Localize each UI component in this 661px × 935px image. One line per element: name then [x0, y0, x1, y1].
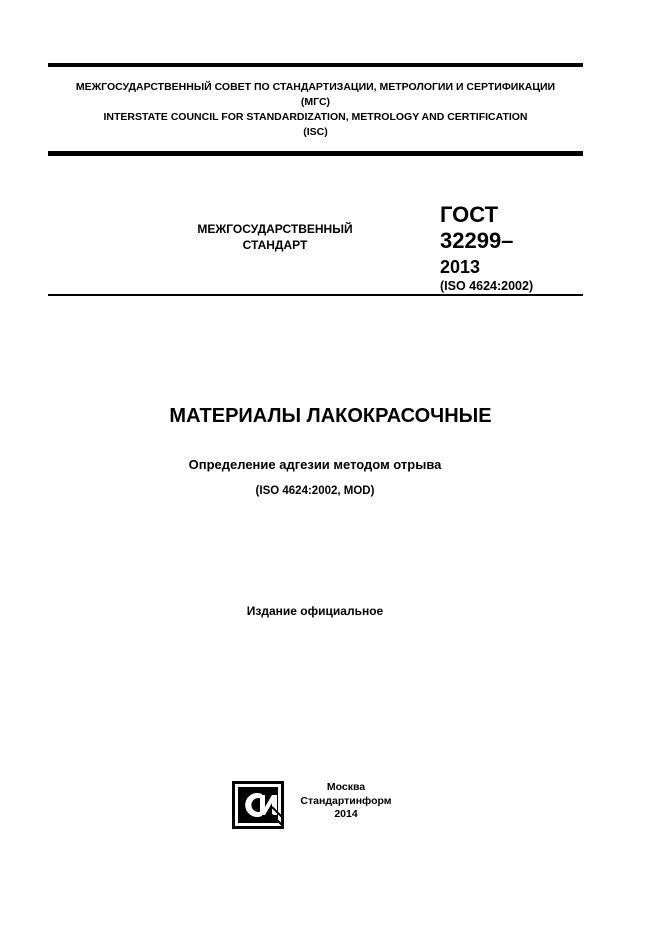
publisher-info [296, 781, 396, 822]
document-title: МАТЕРИАЛЫ ЛАКОКРАСОЧНЫЕ [169, 405, 492, 427]
logo-svg [232, 781, 284, 829]
gost-iso-ref: (ISO 4624:2002) [440, 279, 534, 293]
publisher-name: Стандартинформ [300, 794, 392, 807]
publisher-year: 2014 [334, 808, 358, 820]
standartinform-logo-icon [232, 781, 284, 829]
publisher-city: Москва [326, 781, 366, 793]
gost-label: ГОСТ [440, 202, 499, 227]
designation-rule [48, 294, 583, 296]
standard-type [175, 221, 375, 253]
iso-mod-reference: (ISO 4624:2002, MOD) [255, 485, 375, 497]
gost-year: 2013 [440, 257, 481, 277]
council-block [48, 80, 583, 140]
council-name-en: INTERSTATE COUNCIL FOR STANDARDIZATION, METROLOGY AND CERTIFICATION [103, 111, 528, 123]
top-rule [48, 63, 583, 67]
standard-type-line2: СТАНДАРТ [242, 238, 308, 252]
council-name-ru: МЕЖГОСУДАРСТВЕННЫЙ СОВЕТ ПО СТАНДАРТИЗАЦИИ, МЕТРОЛОГИИ И СЕРТИФИКАЦИИ [75, 81, 556, 93]
council-abbr-en: (ISC) [303, 126, 328, 138]
standard-type-line1: МЕЖГОСУДАРСТВЕННЫЙ [197, 222, 353, 236]
gost-number: 32299– [440, 228, 514, 253]
edition-label: Издание официальное [246, 604, 384, 618]
header-bottom-rule [48, 151, 583, 156]
document-subtitle: Определение адгезии методом отрыва [188, 457, 442, 472]
council-abbr-ru: (МГС) [300, 96, 331, 108]
